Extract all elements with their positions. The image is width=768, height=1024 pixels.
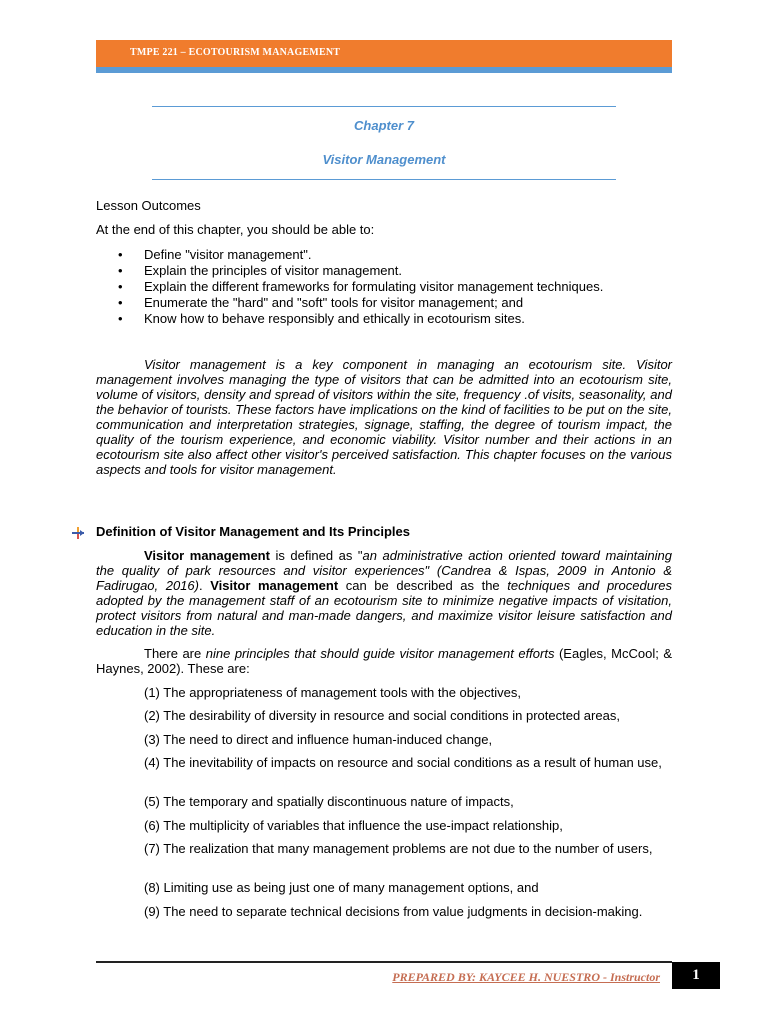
definition-description: techniques and procedures adopted by the management staff of an ecotourism site to minimize negative impacts of visitation, protect visitors from natural and man-made dangers, and maximize visitor leisure satisfaction and education in the site. [96, 578, 672, 638]
principle-item: (9) The need to separate technical decisions from value judgments in decision-making. [144, 904, 643, 919]
outcome-item: • Know how to behave responsibly and ethically in ecotourism sites. [96, 311, 603, 327]
outcomes-lead: At the end of this chapter, you should be able to: [96, 222, 375, 237]
outcomes-heading: Lesson Outcomes [96, 198, 201, 213]
principles-intro-after: (Eagles, McCool; & Haynes, 2002). These are: [96, 646, 672, 676]
principle-item: (8) Limiting use as being just one of many management options, and [144, 880, 539, 895]
principle-item: (6) The multiplicity of variables that influence the use-impact relationship, [144, 818, 563, 833]
page-number: 1 [672, 962, 720, 989]
principles-intro-before: There are [144, 646, 206, 661]
prepared-by: PREPARED BY: KAYCEE H. NUESTRO - Instructor [392, 970, 660, 984]
outcomes-list [96, 247, 603, 327]
bullet-arrow-icon [72, 527, 84, 539]
section-title: Definition of Visitor Management and Its Principles [96, 524, 410, 539]
description-connector: can be described as the [338, 578, 508, 593]
principles-intro-emphasis: nine principles that should guide visitor management efforts [205, 646, 555, 661]
chapter-number: Chapter 7 [354, 118, 414, 133]
principle-item: (1) The appropriateness of management tools with the objectives, [144, 685, 521, 700]
definition-dot: . [198, 578, 211, 593]
outcome-item: • Enumerate the "hard" and "soft" tools for visitor management; and [96, 295, 603, 311]
principle-item: (7) The realization that many management problems are not due to the number of users, [144, 841, 653, 856]
definition-paragraph [96, 548, 672, 638]
outcome-item: • Define "visitor management". [96, 247, 603, 263]
chapter-top-rule [152, 106, 616, 107]
outcome-item: • Explain the principles of visitor management. [96, 263, 603, 279]
principles-intro [96, 646, 672, 676]
chapter-title: Visitor Management [322, 152, 446, 167]
outcome-item: • Explain the different frameworks for formulating visitor management techniques. [96, 279, 603, 295]
course-title: TMPE 221 – ECOTOURISM MANAGEMENT [130, 47, 341, 58]
principle-item: (5) The temporary and spatially discontinuous nature of impacts, [144, 794, 514, 809]
footer-rule [96, 961, 672, 963]
header-accent-stripe [96, 67, 672, 73]
definition-connector: is defined as " [269, 548, 363, 563]
definition-quote: an administrative action oriented toward maintaining the quality of park resources and visitor experiences" (Candrea & Ispas, 2009 in Antonio & Fadirugao, 2016) [96, 548, 672, 593]
term-visitor-management: Visitor management [144, 548, 270, 563]
intro-paragraph: Visitor management is a key component in managing an ecotourism site. Visitor management involves managing the type of visitors that can be admitted into an ecotourism site, volume of visitors, density and spread of visitors within the site, frequency .of visits, seasonality, and the behavior of tourists. These factors have implications on the kind of facilities to be put on the site, communication and interpretation strategies, signage, staffing, the degree of tourism impact, the quality of the tourism experience, and economic viability. Visitor number and their actions in an ecotourism site also affect other visitor's perceived satisfaction. This chapter focuses on the various aspects and tools for visitor management. [96, 357, 672, 477]
principle-item: (4) The inevitability of impacts on resource and social conditions as a result of human use, [144, 755, 662, 770]
term-visitor-management-2: Visitor management [210, 578, 339, 593]
principle-item: (3) The need to direct and influence human-induced change, [144, 732, 493, 747]
principle-item: (2) The desirability of diversity in resource and social conditions in protected areas, [144, 708, 620, 723]
chapter-bottom-rule [152, 179, 616, 180]
